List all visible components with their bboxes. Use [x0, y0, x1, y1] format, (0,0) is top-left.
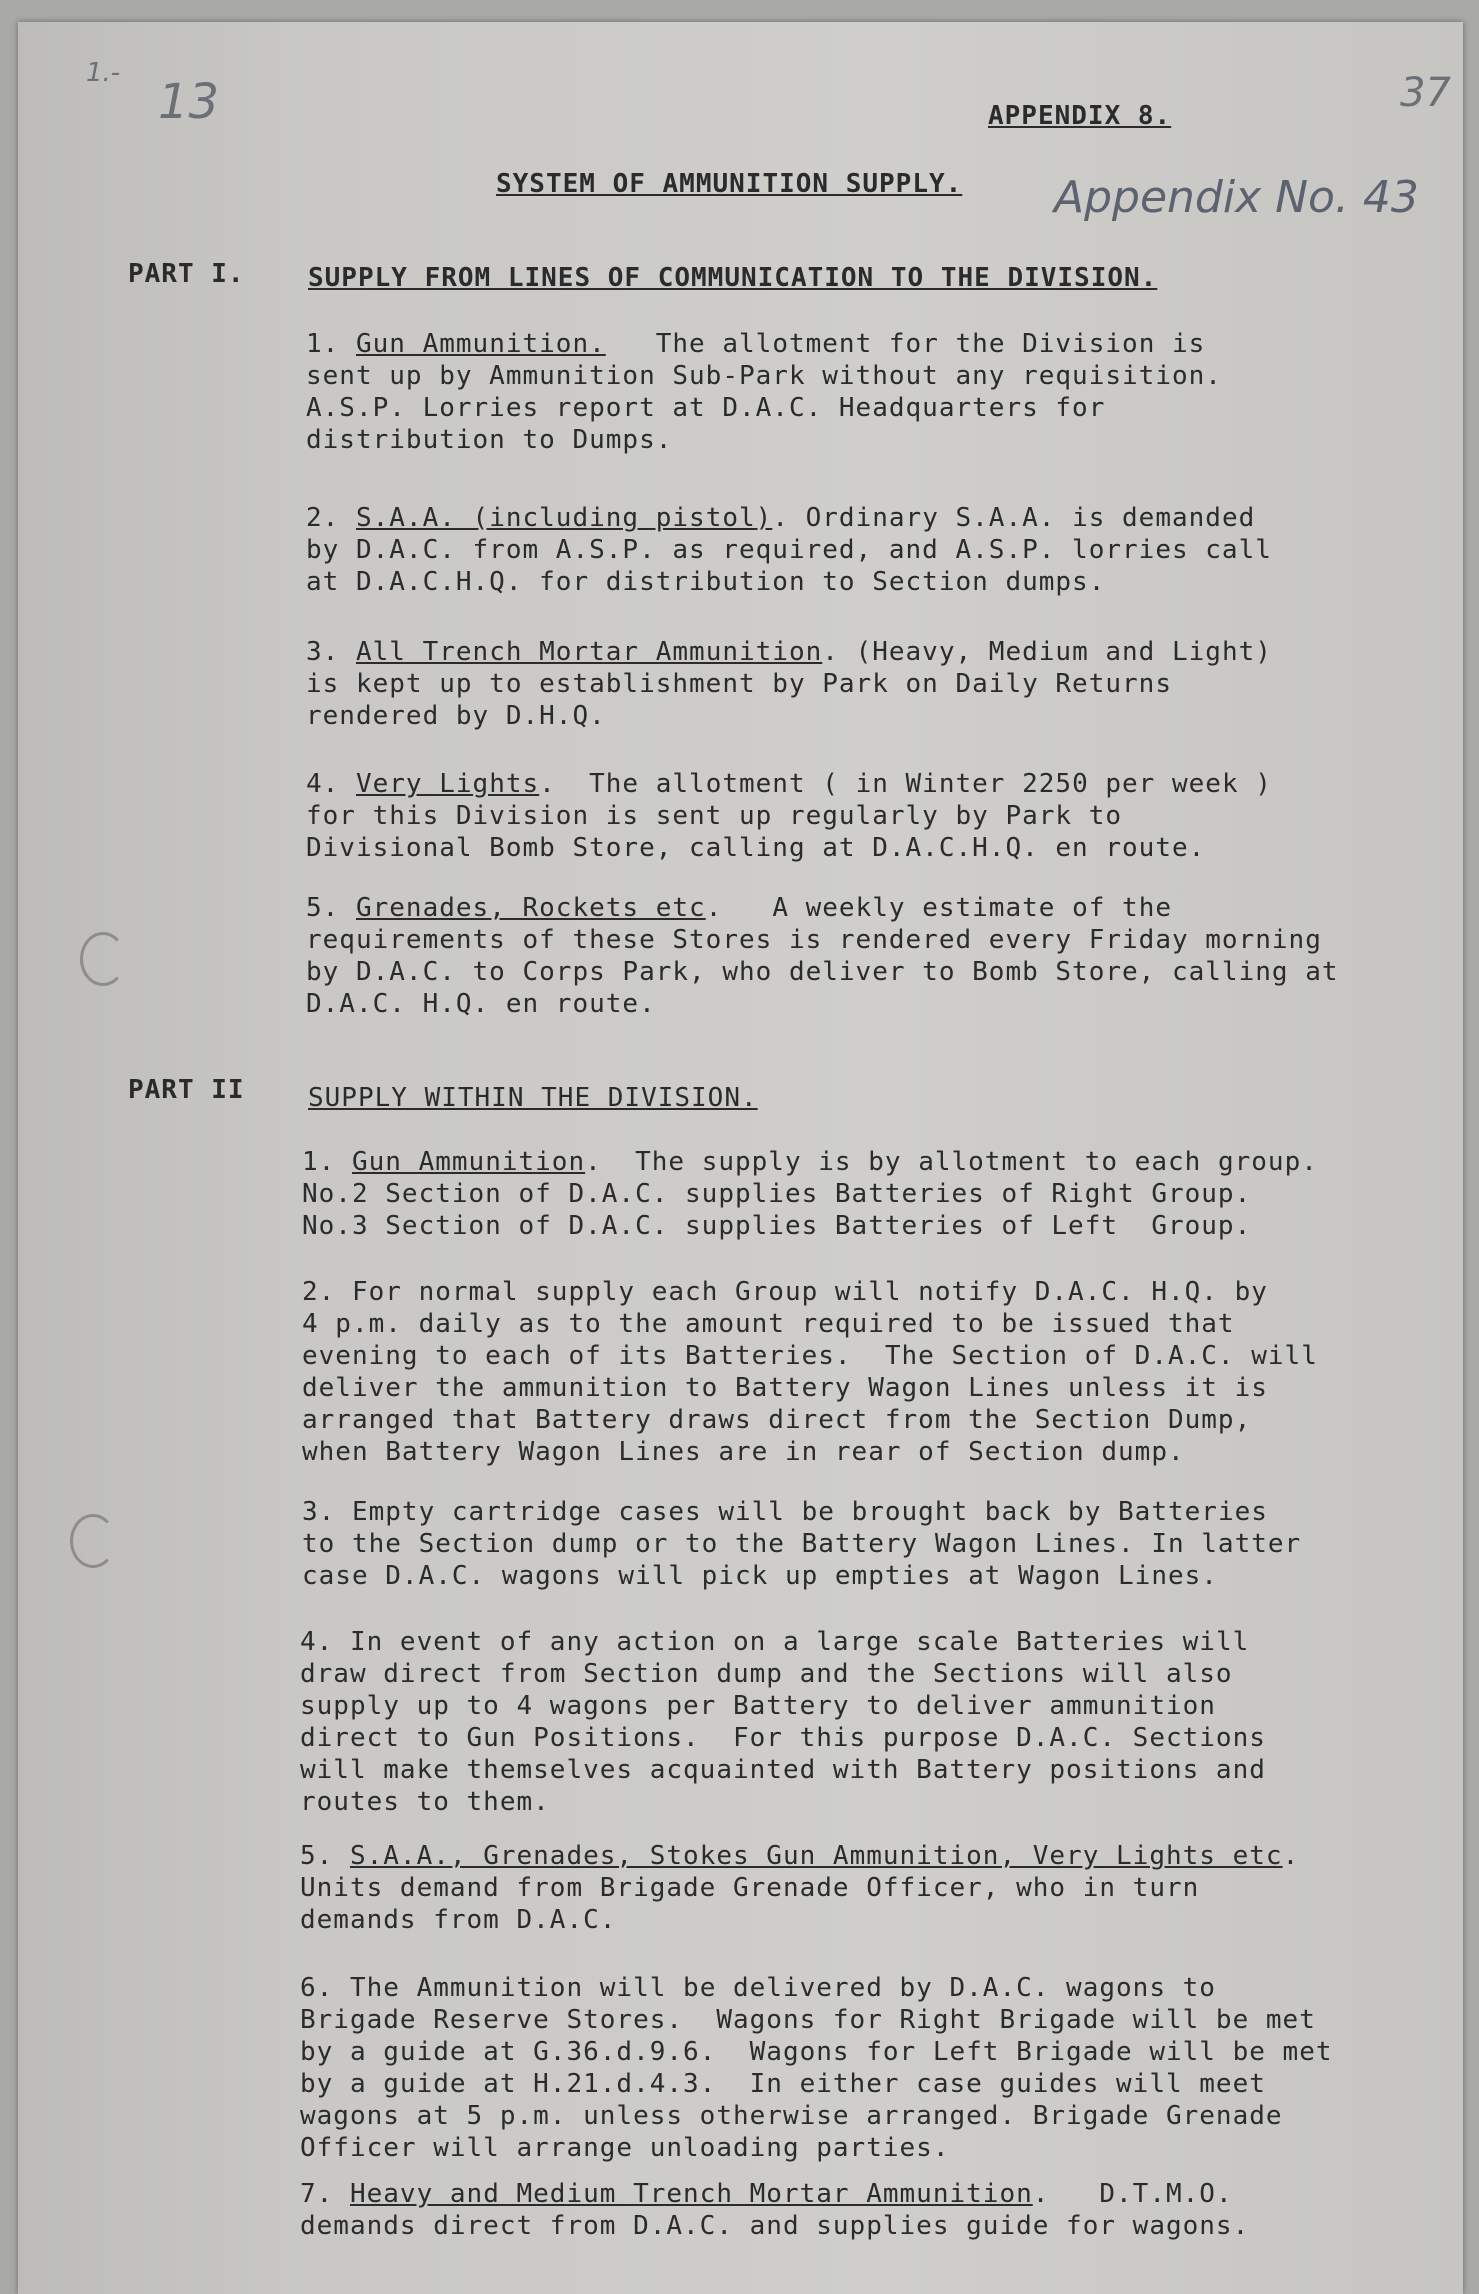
item-title: Grenades, Rockets etc	[355, 893, 706, 923]
part-2-item-7	[300, 2178, 1249, 2242]
folio-mark: 1.-	[86, 58, 121, 88]
item-number: 6.	[300, 1973, 334, 2003]
item-number: 5.	[300, 1841, 334, 1871]
item-text: . (Heavy, Medium and Light) is kept up to establishment by Park on Daily Returns rendered by D.H.Q.	[306, 637, 1272, 731]
item-title: S.A.A., Grenades, Stokes Gun Ammunition, Very Lights etc	[349, 1841, 1283, 1871]
item-number: 3.	[306, 637, 340, 667]
part-1-heading: SUPPLY FROM LINES OF COMMUNICATION TO THE DIVISION.	[308, 263, 1158, 293]
item-number: 2.	[302, 1277, 336, 1307]
item-title: All Trench Mortar Ammunition	[355, 637, 823, 667]
part-2-item-3	[302, 1496, 1301, 1592]
item-text: . Ordinary S.A.A. is demanded by D.A.C. from A.S.P. as required, and A.S.P. lorries call at D.A.C.H.Q. for distribution to Section dumps.	[306, 503, 1272, 597]
item-text: Empty cartridge cases will be brought back by Batteries to the Section dump or to the Battery Wagon Lines. In latter case D.A.C. wagons will pick up empties at Wagon Lines.	[302, 1497, 1302, 1591]
part-2-item-2	[302, 1276, 1318, 1468]
item-text: The allotment for the Division is sent up by Ammunition Sub-Park without any requisition. A.S.P. Lorries report at D.A.C. Headquarters for distribution to Dumps.	[306, 329, 1222, 455]
item-number: 4.	[306, 769, 340, 799]
part-2-label: PART II	[128, 1075, 245, 1105]
item-number: 2.	[306, 503, 340, 533]
item-title: Heavy and Medium Trench Mortar Ammunition	[349, 2179, 1033, 2209]
part-1-item-1	[306, 328, 1222, 456]
part-2-heading: SUPPLY WITHIN THE DIVISION.	[308, 1083, 758, 1113]
document-title: SYSTEM OF AMMUNITION SUPPLY.	[496, 169, 963, 199]
item-number: 1.	[306, 329, 340, 359]
punch-hole	[70, 1514, 116, 1568]
part-1-item-4	[306, 768, 1272, 864]
item-number: 5.	[306, 893, 340, 923]
item-text: For normal supply each Group will notify D.A.C. H.Q. by 4 p.m. daily as to the amount required to be issued that evening to each of its Batteries. The Section of D.A.C. will deliver the ammunition to Battery Wagon Lines unless it is arranged that Battery draws direct from the Section Dump, when Battery Wagon Lines are in rear of Section dump.	[302, 1277, 1318, 1467]
folio-number-right: 37	[1400, 70, 1451, 116]
item-text: . The supply is by allotment to each group. No.2 Section of D.A.C. supplies Batteries of Right Group. No.3 Section of D.A.C. supplies Batteries of Left Group.	[302, 1147, 1318, 1241]
part-2-item-6	[300, 1972, 1333, 2164]
item-title: S.A.A. (including pistol)	[355, 503, 773, 533]
item-number: 3.	[302, 1497, 336, 1527]
item-text: . The allotment ( in Winter 2250 per week ) for this Division is sent up regularly by Park to Divisional Bomb Store, calling at D.A.C.H.Q. en route.	[306, 769, 1272, 863]
appendix-label: APPENDIX 8.	[988, 101, 1172, 131]
punch-hole	[80, 932, 126, 986]
part-2-item-1	[302, 1146, 1318, 1242]
part-2-item-5	[300, 1840, 1299, 1936]
part-1-item-5	[306, 892, 1339, 1020]
handwritten-appendix-number: Appendix No. 43	[1054, 172, 1419, 223]
item-number: 4.	[300, 1627, 334, 1657]
item-number: 1.	[302, 1147, 336, 1177]
item-title: Very Lights	[355, 769, 540, 799]
document-page	[18, 22, 1463, 2294]
item-text: . Units demand from Brigade Grenade Officer, who in turn demands from D.A.C.	[300, 1841, 1300, 1935]
part-1-label: PART I.	[128, 259, 245, 289]
item-title: Gun Ammunition.	[355, 329, 606, 359]
item-title: Gun Ammunition	[351, 1147, 586, 1177]
folio-number-left: 13	[158, 74, 220, 130]
part-1-item-2	[306, 502, 1272, 598]
item-text: . D.T.M.O. demands direct from D.A.C. and supplies guide for wagons.	[300, 2179, 1250, 2241]
item-text: The Ammunition will be delivered by D.A.C. wagons to Brigade Reserve Stores. Wagons for Right Brigade will be met by a guide at G.36.d.9.6. Wagons for Left Brigade will be met by a guide at H.21.d.4.3. In either case guides will meet wagons at 5 p.m. unless otherwise arranged. Brigade Grenade Officer will arrange unloading parties.	[300, 1973, 1333, 2163]
item-number: 7.	[300, 2179, 334, 2209]
item-text: . A weekly estimate of the requirements of these Stores is rendered every Friday morning by D.A.C. to Corps Park, who deliver to Bomb Store, calling at D.A.C. H.Q. en route.	[306, 893, 1339, 1019]
part-1-item-3	[306, 636, 1272, 732]
part-2-item-4	[300, 1626, 1266, 1818]
item-text: In event of any action on a large scale Batteries will draw direct from Section dump and the Sections will also supply up to 4 wagons per Battery to deliver ammunition direct to Gun Positions. For this purpose D.A.C. Sections will make themselves acquainted with Battery positions and routes to them.	[300, 1627, 1266, 1817]
